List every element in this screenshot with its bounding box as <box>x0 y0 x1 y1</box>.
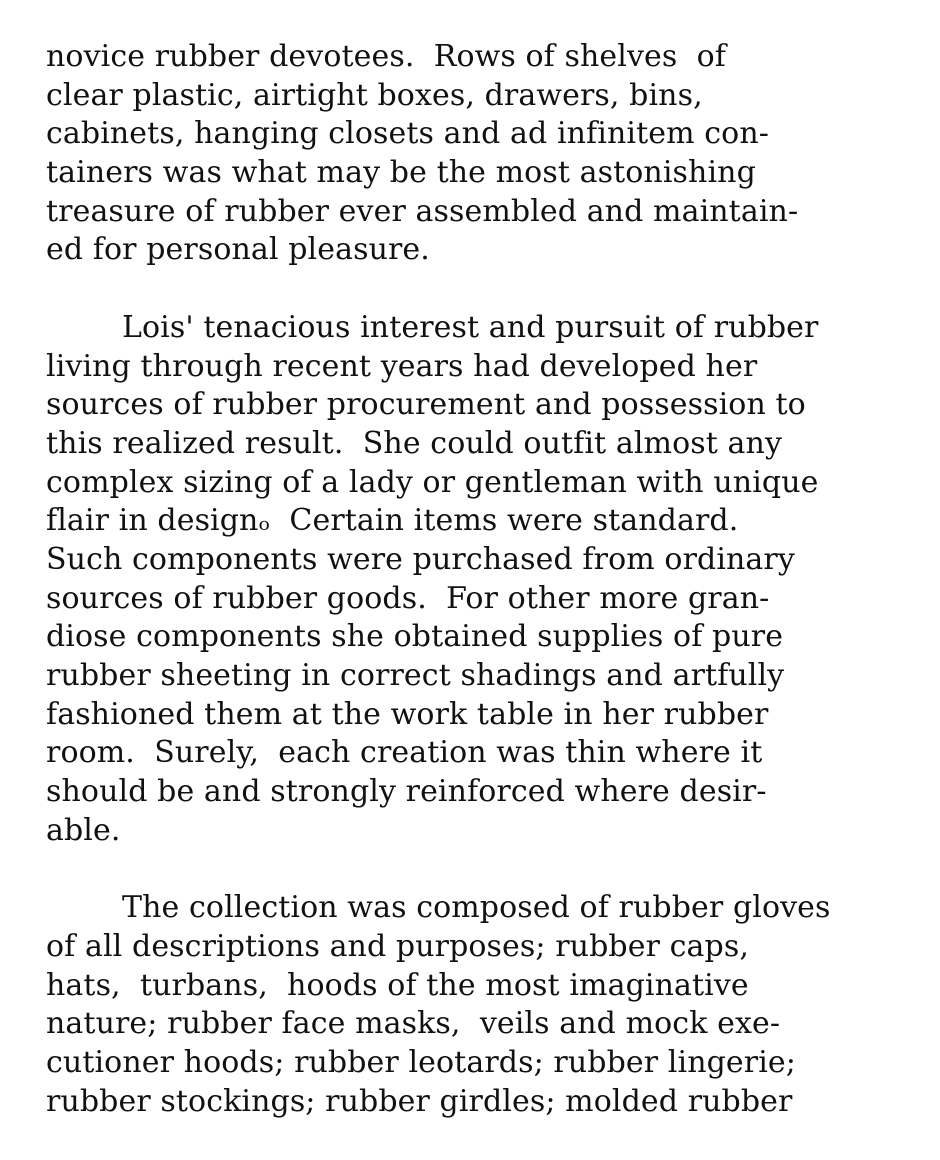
text-line: rubber stockings; rubber girdles; molded rubber <box>46 1083 793 1119</box>
text-line: room. Surely, each creation was thin where it <box>46 735 763 771</box>
text-line: complex sizing of a lady or gentleman with unique <box>46 464 819 500</box>
text-line: The collection was composed of rubber gloves <box>122 890 831 926</box>
paragraph-2 <box>46 309 926 851</box>
text-line: fashioned them at the work table in her rubber <box>46 696 769 732</box>
text-line: clear plastic, airtight boxes, drawers, bins, <box>46 77 703 113</box>
text-line: novice rubber devotees. Rows of shelves of <box>46 39 727 74</box>
text-line: hats, turbans, hoods of the most imaginative <box>46 967 749 1003</box>
text-line: of all descriptions and purposes; rubber caps, <box>46 928 749 964</box>
text-line: should be and strongly reinforced where desir- <box>46 774 767 810</box>
text-line: flair in designₒ Certain items were standard. <box>46 503 739 539</box>
text-line: sources of rubber procurement and possession to <box>46 387 806 423</box>
text-line: able. <box>46 812 121 848</box>
text-line: this realized result. She could outfit almost any <box>46 425 782 461</box>
text-line: diose components she obtained supplies of pure <box>46 619 784 655</box>
text-line: treasure of rubber ever assembled and maintain- <box>46 193 799 229</box>
text-line: nature; rubber face masks, veils and mock exe- <box>46 1006 781 1042</box>
text-line: ed for personal pleasure. <box>46 232 430 268</box>
document-page <box>46 38 926 1121</box>
text-line: rubber sheeting in correct shadings and artfully <box>46 658 785 693</box>
text-line: living through recent years had developed her <box>46 348 758 384</box>
paragraph-gap <box>46 850 926 889</box>
text-line: Such components were purchased from ordinary <box>46 541 795 577</box>
paragraph-1 <box>46 38 926 270</box>
text-line: cabinets, hanging closets and ad infinitem con- <box>46 116 769 152</box>
text-line: cutioner hoods; rubber leotards; rubber lingerie; <box>46 1044 796 1080</box>
text-line: Lois' tenacious interest and pursuit of rubber <box>122 309 819 345</box>
text-line: tainers was what may be the most astonishing <box>46 155 756 191</box>
text-line: sources of rubber goods. For other more gran- <box>46 580 770 616</box>
paragraph-3 <box>46 889 926 1121</box>
paragraph-gap <box>46 270 926 309</box>
